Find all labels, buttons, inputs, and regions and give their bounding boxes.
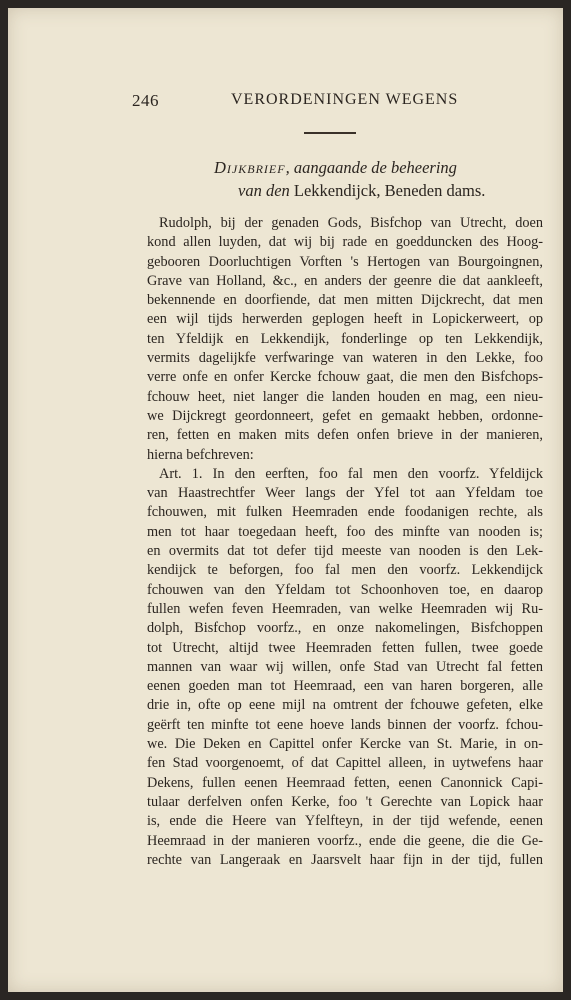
text-line: kond allen luyden, dat wij bij rade en goedduncken des Hoog- xyxy=(147,234,543,251)
text-line: fchouw heet, niet langer die landen houden en mag, een nieu- xyxy=(147,388,543,405)
text-line: men tot haar toegedaan heeft, foo des minfte van nooden is; xyxy=(147,523,543,540)
text-line: drie in, ofte op eene mijl na omtrent der fchouwe gefeten, elke xyxy=(147,697,543,714)
text-line: Art. 1. In den eerften, foo fal men den voorfz. Yfeldijck xyxy=(159,465,543,482)
text-line: rechte van Langeraak en Jaarsvelt haar fijn in der tijd, fullen xyxy=(147,851,543,868)
text-line: dolph, Bisfchop voorfz., en onze nakomelingen, Bisfchoppen xyxy=(147,620,543,637)
page-number: 246 xyxy=(132,91,159,110)
section-title-line-2 xyxy=(238,181,485,201)
text-line: ten Yfeldijk en Lekkendijk, fonderlinge op ten Lekkendijk, xyxy=(147,330,543,347)
text-line: we. Die Deken en Capittel onfer Kercke van St. Marie, in on- xyxy=(147,736,543,753)
text-line: fchouwen, mit fulken Heemraden ende foodanigen rechte, als xyxy=(147,504,543,521)
text-line: bekennende en doorfiende, dat men mitten Dijckrecht, dat men xyxy=(147,292,543,309)
text-line: tulaar derfelven onfen Kerke, foo 't Gerechte van Lopick haar xyxy=(147,793,543,810)
body-text xyxy=(147,214,543,870)
text-line: vermits dagelijkfe verfwaringe van wateren in den Lekke, foo xyxy=(147,350,543,367)
text-line: we Dijckregt geordonneert, gefet en gemaakt hebben, ordonne- xyxy=(147,407,543,424)
text-line: fchouwen van den Yfeldam tot Schoonhoven toe, en daarop xyxy=(147,581,543,598)
section-title-place: Lekkendijck, Beneden dams. xyxy=(289,181,486,200)
text-line: eenen goeden man tot Heemraad, een van haren borgeren, alle xyxy=(147,678,543,695)
text-line: ren, fetten en maken mits defen onfen brieve in der manieren, xyxy=(147,427,543,444)
text-line: Heemraad in der manieren voorfz., ende die geene, die die Ge- xyxy=(147,832,543,849)
text-line: een wijl tijds herwerden geplogen heeft in Lopickerweert, op xyxy=(147,311,543,328)
text-line: tot Utrecht, altijd twee Heemraden fetten fullen, twee goede xyxy=(147,639,543,656)
text-line: is, ende die Heere van Yfelfteyn, in der tijd wefende, eenen xyxy=(147,813,543,830)
text-line: kendijck te beforgen, foo fal men den voorfz. Lekkendijck xyxy=(147,562,543,579)
book-page xyxy=(8,8,563,992)
text-line: fen Stad voorgenoemt, of dat Capittel alleen, in uytwefens haar xyxy=(147,755,543,772)
running-head: VERORDENINGEN WEGENS xyxy=(231,91,459,108)
text-line: Grave van Holland, &c., en anders der geenre die dat aankleeft, xyxy=(147,272,543,289)
text-line: gebooren Doorluchtigen Vorften 's Hertogen van Bourgoingnen, xyxy=(147,253,543,270)
section-title-line-1 xyxy=(214,158,550,178)
text-line: geërft ten minfte tot eene hoeve lands binnen der voorfz. fchou- xyxy=(147,716,543,733)
text-line: fullen wefen feven Heemraden, van welke Heemraden wij Ru- xyxy=(147,600,543,617)
text-line: hierna befchreven: xyxy=(147,446,254,463)
section-title-italic: van den xyxy=(238,181,290,200)
text-line: en overmits dat tot defer tijd meeste van nooden is den Lek- xyxy=(147,543,543,560)
text-line: Dekens, fullen eenen Heemraad fetten, eenen Canonnick Capi- xyxy=(147,774,543,791)
text-line: Rudolph, bij der genaden Gods, Bisfchop van Utrecht, doen xyxy=(159,215,543,231)
text-line: van Haastrechtfer Weer langs der Yfel tot aan Yfeldam toe xyxy=(147,485,543,502)
text-line: verre onfe en onfer Kercke fchouw gaat, die men den Bisfchops- xyxy=(147,369,543,386)
title-rule xyxy=(304,132,356,134)
section-title-keyword: Dijkbrief xyxy=(214,158,286,177)
section-title-continuation: , aangaande de beheering xyxy=(285,158,457,177)
text-line: mannen van waar wij willen, onfe Stad van Utrecht fal fetten xyxy=(147,658,543,675)
